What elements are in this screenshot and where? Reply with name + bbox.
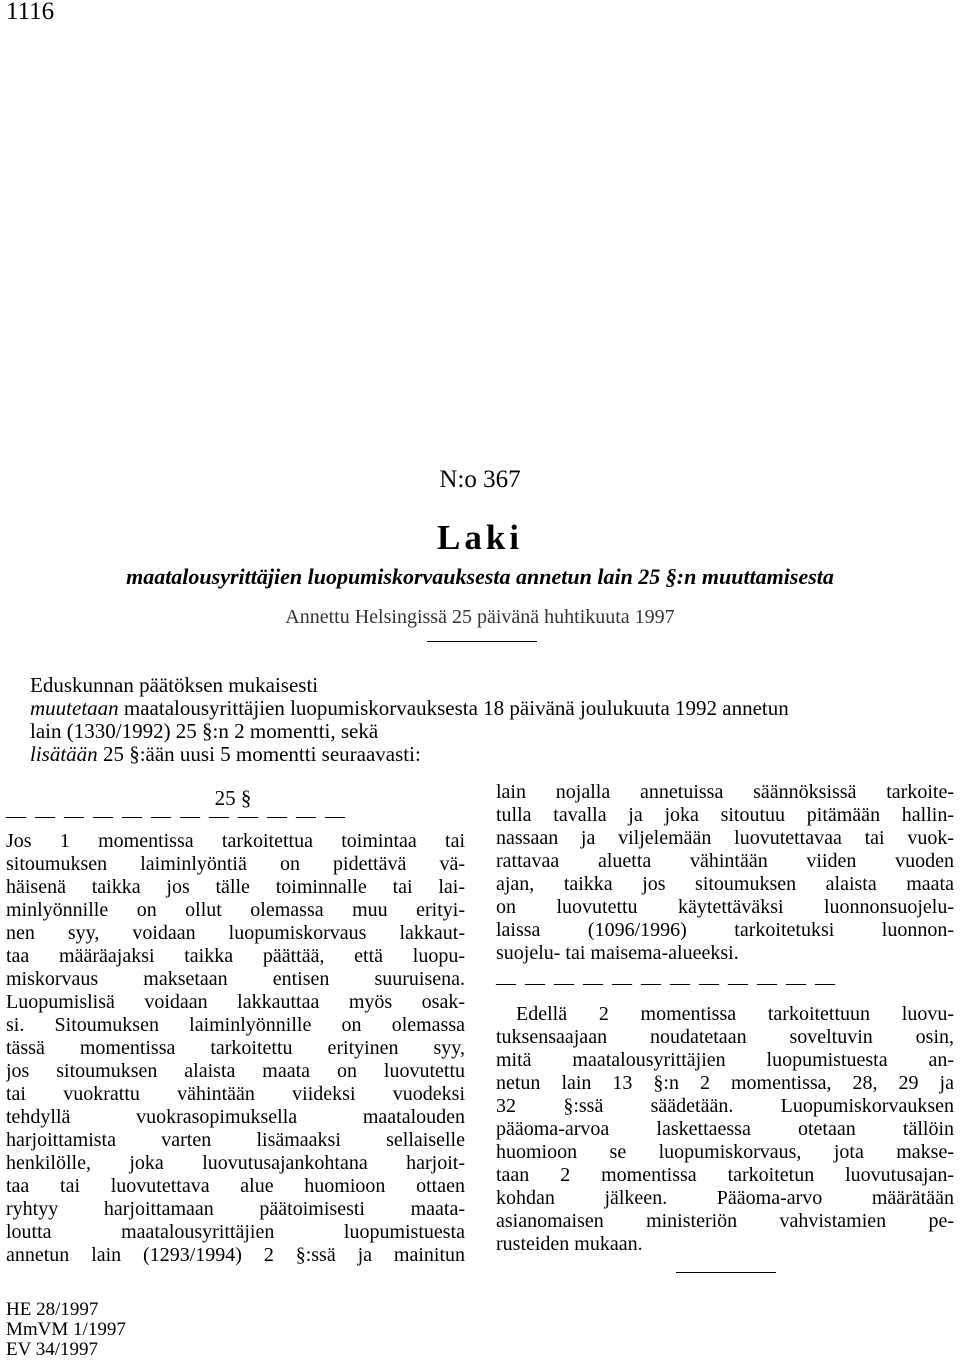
preamble-line [30,697,955,720]
text-line: miskorvaus maksetaan entisen suuruisena. [6,968,465,990]
preamble-verb: lisätään [30,742,98,766]
text-line: nassaan ja viljelemään luovutettavaa tai vuok- [496,827,954,849]
text-line: 32 §:ssä säädetään. Luopumiskorvauksen [496,1095,954,1117]
text-line: rattavaa aluetta vähintään viiden vuoden [496,850,954,872]
text-line: lain nojalla annetuissa säännöksissä tarkoite- [496,781,954,803]
reference-item: MmVM 1/1997 [6,1319,126,1340]
text-line: laissa (1096/1996) tarkoitetuksi luonnon- [496,919,954,941]
omission-dashes: — — — — — — — — — — — — [496,972,837,994]
text-line: sitoumuksen laiminlyöntiä on pidettävä vä- [6,853,465,875]
text-line: loutta maatalousyrittäjien luopumistuesta [6,1221,465,1243]
text-line: minlyönnille on ollut olemassa muu erityi- [6,899,465,921]
page-number: 1116 [6,0,55,25]
text-line: taa tai luovutettava alue huomioon ottaen [6,1175,465,1197]
preamble-line: lain (1330/1992) 25 §:n 2 momentti, sekä [30,719,379,743]
preamble-verb: muutetaan [30,696,119,720]
text-line: huomioon se luopumiskorvaus, jota makse- [496,1141,954,1163]
text-line: netun lain 13 §:n 2 momentissa, 28, 29 ja [496,1072,954,1094]
issue-date-line: Annettu Helsingissä 25 päivänä huhtikuuta 1997 [285,606,675,628]
text-line: si. Sitoumuksen laiminlyönnille on olemassa [6,1014,465,1036]
omission-dashes: — — — — — — — — — — — — [6,805,347,827]
end-divider [676,1272,776,1273]
preamble-line [30,743,955,766]
text-line: tässä momentissa tarkoitettu erityinen syy, [6,1037,465,1059]
reference-item: EV 34/1997 [6,1339,99,1360]
title-divider [427,641,537,642]
text-line: tai vuokrattu vähintään viideksi vuodeksi [6,1083,465,1105]
text-line: kohdan jälkeen. Pääoma-arvo määrätään [496,1187,954,1209]
text-line: taan 2 momentissa tarkoitetun luovutusajan- [496,1164,954,1186]
text-line: harjoittamista varten lisämaaksi sellaiselle [6,1129,465,1151]
text-line: tuksensaajaan noudatetaan soveltuvin osin, [496,1026,954,1048]
document-title: maatalousyrittäjien luopumiskorvauksesta annetun lain 25 §:n muuttamisesta [126,564,834,589]
preamble-line: Eduskunnan päätöksen mukaisesti [30,673,319,697]
preamble-text: 25 §:ään uusi 5 momentti seuraavasti: [97,742,421,766]
right-column-continuation [496,781,954,965]
text-line: Edellä 2 momentissa tarkoitettuun luovu- [516,1003,954,1025]
text-line: ajan, taikka jos sitoumuksen alaista maata [496,873,954,895]
text-line: Jos 1 momentissa tarkoitettua toimintaa tai [6,830,465,852]
legislative-references [6,1300,126,1360]
text-line: on luovutettu käytettäväksi luonnonsuojelu- [496,896,954,918]
reference-item: HE 28/1997 [6,1299,99,1320]
section-heading: 25 § [214,786,252,810]
text-line: mitä maatalousyrittäjien luopumistuesta an- [496,1049,954,1071]
text-line: rusteiden mukaan. [496,1233,643,1255]
right-column-paragraph [496,1003,954,1256]
text-line: annetun lain (1293/1994) 2 §:ssä ja mainitun [6,1244,465,1266]
text-line: nen syy, voidaan luopumiskorvaus lakkaut- [6,922,465,944]
text-line: taa määräajaksi taikka päättää, että luopu- [6,945,465,967]
text-line: asianomaisen ministeriön vahvistamien pe- [496,1210,954,1232]
text-line: Luopumislisä voidaan lakkauttaa myös osak- [6,991,465,1013]
text-line: ryhtyy harjoittamaan päätoimisesti maata- [6,1198,465,1220]
text-line: häisenä taikka jos tälle toiminnalle tai lai- [6,876,465,898]
text-line: tehdyllä vuokrasopimuksella maatalouden [6,1106,465,1128]
text-line: henkilölle, joka luovutusajankohtana harjoit- [6,1152,465,1174]
text-line: tulla tavalla ja joka sitoutuu pitämään hallin- [496,804,954,826]
text-line: pääoma-arvoa laskettaessa otetaan tällöin [496,1118,954,1140]
text-line: jos sitoumuksen alaista maata on luovutettu [6,1060,465,1082]
text-line: suojelu- tai maisema-alueeksi. [496,942,739,964]
document-number: N:o 367 [439,466,521,493]
left-column [6,830,465,1267]
preamble-text: maatalousyrittäjien luopumiskorvauksesta 18 päivänä joulukuuta 1992 annetun [118,696,789,720]
document-type: Laki [436,518,524,557]
